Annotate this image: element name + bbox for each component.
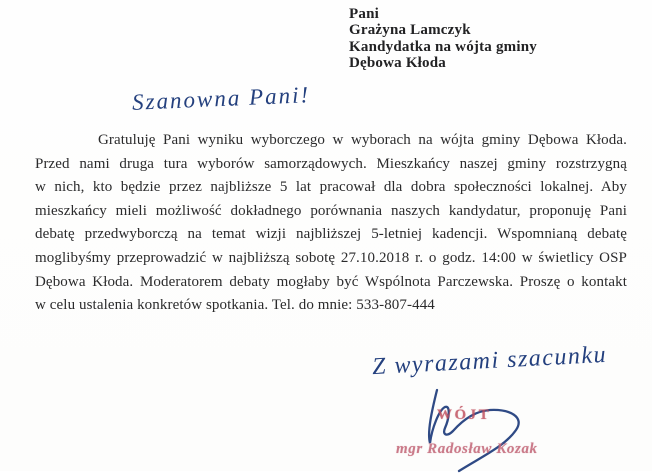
body-line: debatę przedwyborczą na temat wizji najbliższej 5-letniej kadencji. Wspomnianą debatę xyxy=(35,226,627,243)
body-line: w nich, kto będzie przez najbliższe 5 lat pracował dla dobra społeczności lokalnej. Aby xyxy=(35,179,627,196)
recipient-block xyxy=(349,6,537,72)
recipient-line-pani: Pani xyxy=(349,6,379,22)
body-line: Gratuluję Pani wyniku wyborczego w wyborach na wójta gminy Dębowa Kłoda. xyxy=(98,132,627,148)
recipient-line-gmina: Dębowa Kłoda xyxy=(349,55,446,72)
handwritten-closing: Z wyrazami szacunku xyxy=(371,341,608,381)
recipient-line-name: Grażyna Lamczyk xyxy=(349,22,471,39)
body-line: mieszkańcy mieli możliwość dokładnego porównania naszych kandydatur, proponuję Pani xyxy=(35,202,627,219)
recipient-line-role: Kandydatka na wójta gminy xyxy=(349,38,537,55)
signature-scribble xyxy=(412,386,572,476)
body-line: w celu ustalenia konkretów spotkania. Tel. do mnie: 533-807-444 xyxy=(35,297,435,314)
letter-body xyxy=(35,129,627,318)
body-line: moglibyśmy przeprowadzić w najbliższą sobotę 27.10.2018 r. o godz. 14:00 w świetlicy OSP xyxy=(35,249,627,266)
stamp-signer-name: mgr Radosław Kozak xyxy=(396,441,538,457)
body-line: Przed nami druga tura wyborów samorządowych. Mieszkańcy naszej gminy rozstrzygną xyxy=(35,155,627,172)
body-line: Dębowa Kłoda. Moderatorem debaty mogłaby być Wspólnota Parczewska. Proszę o kontakt xyxy=(35,273,627,290)
stamp-wojt-title: WÓJT xyxy=(437,407,492,423)
handwritten-salutation: Szanowna Pani! xyxy=(131,82,311,115)
